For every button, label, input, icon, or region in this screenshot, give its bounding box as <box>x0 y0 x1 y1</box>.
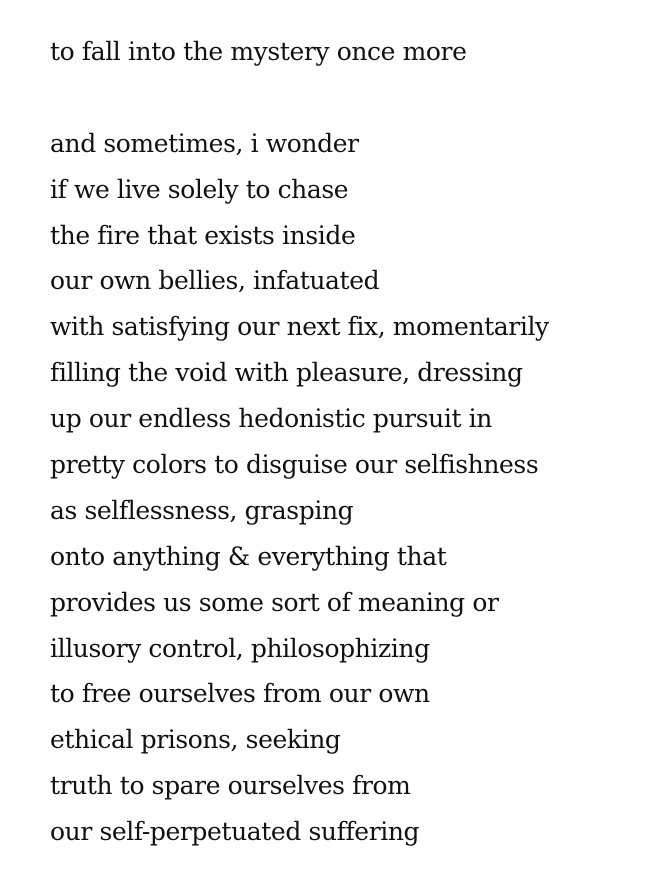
stanza-1 <box>50 29 640 75</box>
poem-line: filling the void with pleasure, dressing <box>50 358 523 388</box>
poem-line: the fire that exists inside <box>50 220 356 250</box>
poem-line: to fall into the mystery once more <box>50 37 467 66</box>
stanza-2 <box>50 121 640 855</box>
poem-line: up our endless hedonistic pursuit in <box>50 404 492 434</box>
poem-line: our own bellies, infatuated <box>50 266 380 296</box>
poem-line: ethical prisons, seeking <box>50 725 341 755</box>
poem-line: pretty colors to disguise our selfishness <box>50 450 539 480</box>
poem-line: truth to spare ourselves from <box>50 771 411 801</box>
poem-text <box>50 29 640 855</box>
poem-line: to free ourselves from our own <box>50 679 430 709</box>
poem-line: illusory control, philosophizing <box>50 633 430 663</box>
poem-line: provides us some sort of meaning or <box>50 587 499 617</box>
poem-line: as selflessness, grasping <box>50 495 354 525</box>
poem-line: with satisfying our next fix, momentarily <box>50 312 549 342</box>
poem-line: and sometimes, i wonder <box>50 128 359 158</box>
poem-line: our self-perpetuated suffering <box>50 817 420 847</box>
poem-line: if we live solely to chase <box>50 174 349 204</box>
poem-line: onto anything & everything that <box>50 541 447 571</box>
